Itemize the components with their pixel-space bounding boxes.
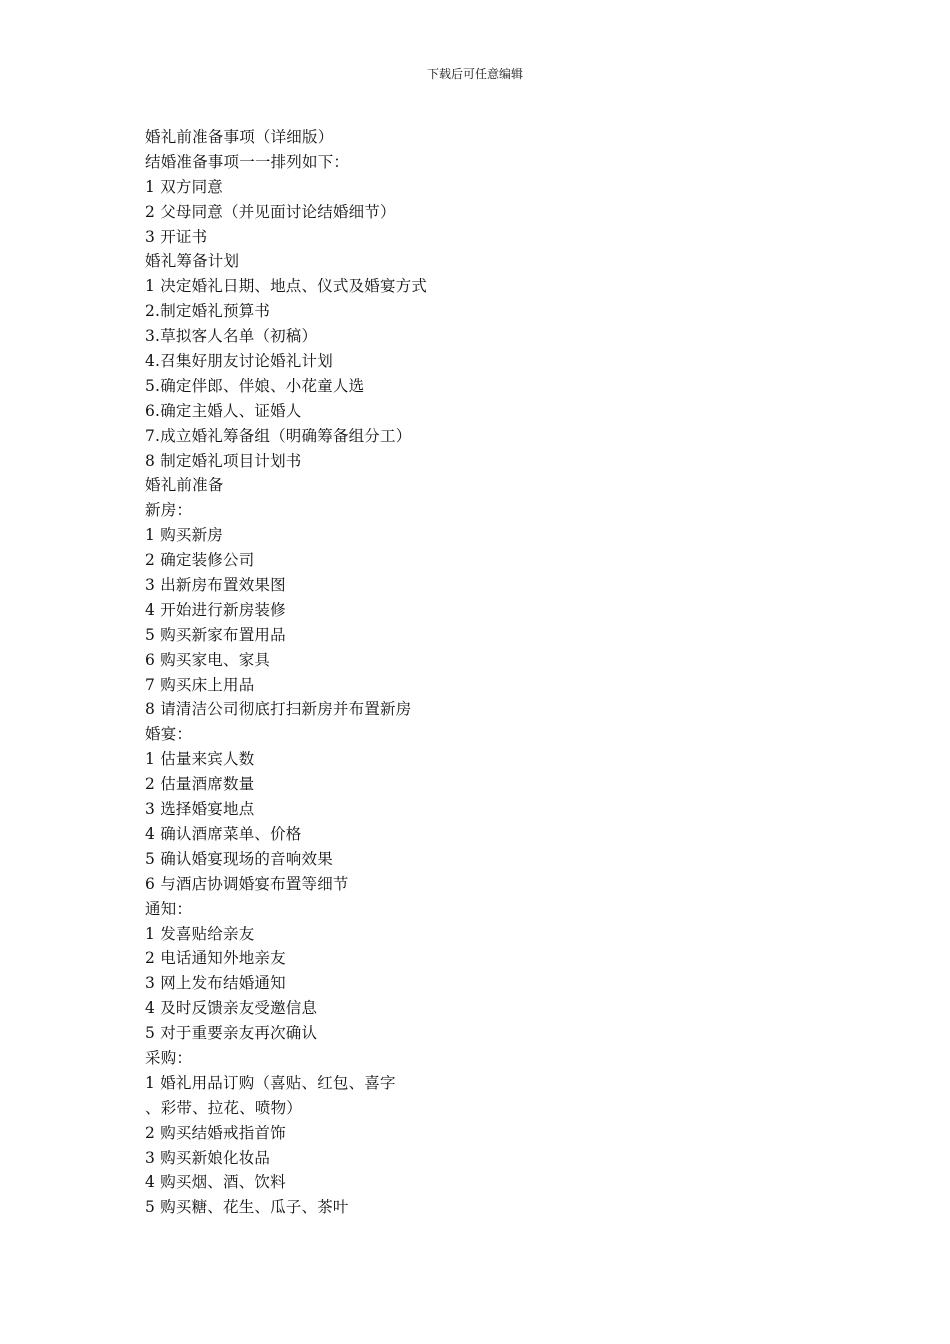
list-item: 7 购买床上用品 bbox=[145, 675, 255, 694]
list-item: 2 父母同意（并见面讨论结婚细节） bbox=[145, 202, 396, 221]
list-item: 3 出新房布置效果图 bbox=[145, 576, 286, 595]
list-item: 3 购买新娘化妆品 bbox=[145, 1148, 271, 1167]
list-item: 3 网上发布结婚通知 bbox=[145, 974, 286, 993]
list-item: 8 请清洁公司彻底打扫新房并布置新房 bbox=[145, 700, 412, 719]
list-item: 4.召集好朋友讨论婚礼计划 bbox=[145, 352, 333, 371]
list-item: 4 确认酒席菜单、价格 bbox=[145, 824, 302, 843]
subsection-heading: 婚宴： bbox=[145, 725, 193, 744]
section-heading: 婚礼筹备计划 bbox=[145, 252, 240, 271]
list-item: 4 及时反馈亲友受邀信息 bbox=[145, 999, 318, 1018]
list-item: 6.确定主婚人、证婚人 bbox=[145, 401, 302, 420]
header-note: 下载后可任意编辑 bbox=[426, 67, 523, 81]
list-item: 3 选择婚宴地点 bbox=[145, 800, 255, 819]
list-item: 1 发喜贴给亲友 bbox=[145, 924, 255, 943]
list-item: 8 制定婚礼项目计划书 bbox=[145, 451, 302, 470]
list-item: 1 估量来宾人数 bbox=[145, 750, 255, 769]
list-item: 6 与酒店协调婚宴布置等细节 bbox=[145, 874, 349, 893]
subsection-heading: 采购： bbox=[145, 1048, 193, 1067]
document-title: 婚礼前准备事项（详细版） bbox=[145, 128, 334, 146]
list-item: 3.草拟客人名单（初稿） bbox=[145, 327, 318, 346]
subsection-heading: 新房： bbox=[145, 501, 193, 520]
list-item: 2 估量酒席数量 bbox=[145, 775, 255, 794]
list-item: 5 购买新家布置用品 bbox=[145, 625, 286, 644]
list-item: 6 购买家电、家具 bbox=[145, 650, 271, 669]
subsection-heading: 通知： bbox=[145, 899, 193, 918]
list-item: 1 双方同意 bbox=[145, 177, 223, 196]
list-item: 7.成立婚礼筹备组（明确筹备组分工） bbox=[145, 426, 412, 445]
list-item: 2 确定装修公司 bbox=[145, 551, 255, 570]
section-heading: 婚礼前准备 bbox=[145, 476, 224, 495]
list-item: 1 购买新房 bbox=[145, 526, 223, 545]
list-item: 3 开证书 bbox=[145, 227, 208, 246]
list-item: 1 决定婚礼日期、地点、仪式及婚宴方式 bbox=[145, 277, 428, 296]
document-body bbox=[145, 125, 845, 1220]
list-item: 2.制定婚礼预算书 bbox=[145, 302, 271, 321]
list-item-continuation: 、彩带、拉花、喷物） bbox=[145, 1098, 303, 1117]
list-item: 2 电话通知外地亲友 bbox=[145, 949, 286, 968]
list-item: 1 婚礼用品订购（喜贴、红包、喜字 bbox=[145, 1073, 396, 1092]
list-item: 5 购买糖、花生、瓜子、茶叶 bbox=[145, 1198, 349, 1217]
list-item: 5 对于重要亲友再次确认 bbox=[145, 1024, 318, 1043]
list-item: 5.确定伴郎、伴娘、小花童人选 bbox=[145, 376, 365, 395]
list-item: 2 购买结婚戒指首饰 bbox=[145, 1123, 286, 1142]
intro-line: 结婚准备事项一一排列如下： bbox=[145, 152, 350, 171]
list-item: 5 确认婚宴现场的音响效果 bbox=[145, 849, 333, 868]
list-item: 4 开始进行新房装修 bbox=[145, 600, 286, 619]
list-item: 4 购买烟、酒、饮料 bbox=[145, 1173, 286, 1192]
